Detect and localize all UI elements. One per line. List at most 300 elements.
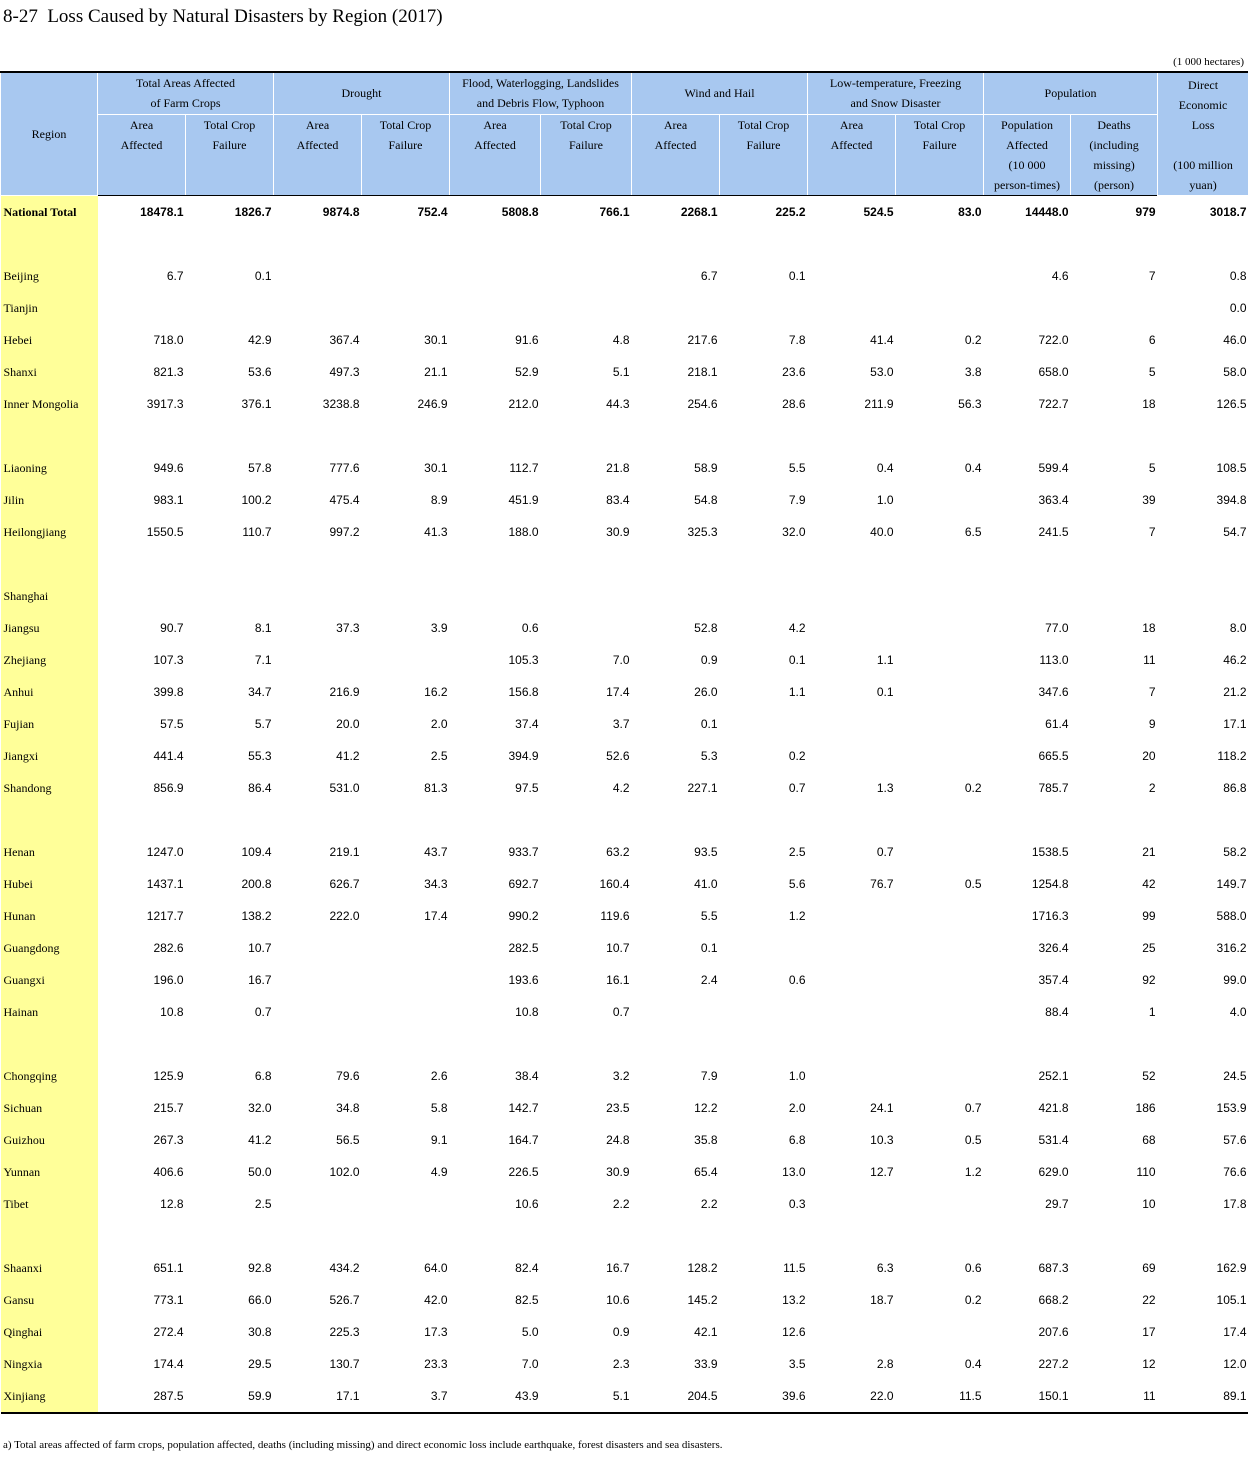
value-cell: 2.4 (700, 973, 718, 987)
value-cell (98, 548, 186, 580)
crop-failure-header: Total Crop Failure (896, 114, 984, 195)
region-cell: Guangxi (1, 964, 98, 996)
value-cell: 18 (1142, 397, 1156, 411)
value-cell (896, 420, 984, 452)
value-cell (896, 836, 984, 868)
table-row (1, 740, 1248, 772)
value-cell: 52.6 (606, 749, 630, 763)
value-cell: 13.2 (782, 1293, 806, 1307)
value-cell: 1826.7 (234, 205, 272, 219)
value-cell: 6.8 (254, 1069, 272, 1083)
value-cell: 531.0 (329, 781, 360, 795)
table-row (1, 388, 1248, 420)
value-cell: 28.6 (782, 397, 806, 411)
value-cell (896, 548, 984, 580)
value-cell: 3.9 (430, 621, 448, 635)
table-row (1, 484, 1248, 516)
value-cell: 57.8 (248, 461, 272, 475)
value-cell: 475.4 (329, 493, 360, 507)
region-cell: Henan (1, 836, 98, 868)
value-cell (274, 644, 362, 676)
value-cell: 1437.1 (146, 877, 184, 891)
value-cell: 207.6 (1038, 1325, 1069, 1339)
value-cell: 282.5 (508, 941, 539, 955)
region-cell: Jiangsu (1, 612, 98, 644)
value-cell: 0.5 (964, 877, 982, 891)
value-cell: 227.2 (1038, 1357, 1069, 1371)
value-cell: 41.4 (870, 333, 894, 347)
value-cell: 4.9 (430, 1165, 448, 1179)
area-affected-header: Area Affected (450, 114, 541, 195)
value-cell (808, 228, 896, 260)
value-cell: 0.0 (1229, 301, 1247, 315)
value-cell (186, 1028, 274, 1060)
value-cell (896, 1060, 984, 1092)
value-cell (274, 1028, 362, 1060)
value-cell (720, 420, 808, 452)
value-cell: 5 (1148, 461, 1156, 475)
value-cell: 110 (1136, 1165, 1156, 1179)
value-cell: 55.3 (248, 749, 272, 763)
value-cell: 6.5 (964, 525, 982, 539)
value-cell: 6 (1148, 333, 1156, 347)
value-cell: 5 (1148, 365, 1156, 379)
value-cell (362, 420, 450, 452)
value-cell: 3018.7 (1209, 205, 1247, 219)
value-cell: 11.5 (896, 1380, 984, 1413)
value-cell: 125.9 (153, 1069, 184, 1083)
value-cell: 99 (1142, 909, 1156, 923)
value-cell (896, 580, 984, 612)
value-cell: 29.7 (1045, 1197, 1069, 1211)
value-cell: 5.1 (612, 365, 630, 379)
value-cell: 0.6 (521, 621, 539, 635)
value-cell: 0.1 (788, 653, 806, 667)
value-cell (186, 1220, 274, 1252)
value-cell: 692.7 (508, 877, 539, 891)
value-cell: 1.1 (876, 653, 894, 667)
crop-failure-header: Total Crop Failure (541, 114, 632, 195)
value-cell (274, 580, 362, 612)
value-cell: 7 (1148, 269, 1156, 283)
value-cell: 0.1 (876, 685, 894, 699)
table-row (1, 452, 1248, 484)
value-cell (274, 228, 362, 260)
value-cell: 1217.7 (146, 909, 184, 923)
region-cell (1, 420, 98, 452)
value-cell: 227.1 (687, 781, 718, 795)
value-cell (632, 1028, 720, 1060)
total-farm-header: Total Areas Affected of Farm Crops (98, 72, 274, 114)
table-row (1, 196, 1248, 229)
value-cell: 24.1 (870, 1101, 894, 1115)
value-cell: 434.2 (329, 1261, 360, 1275)
value-cell: 5.5 (788, 461, 806, 475)
value-cell: 69 (1142, 1261, 1156, 1275)
spacer-row (1, 420, 1248, 452)
value-cell: 37.4 (515, 717, 539, 731)
table-row (1, 1156, 1248, 1188)
value-cell: 107.3 (153, 653, 184, 667)
value-cell: 225.3 (329, 1325, 360, 1339)
region-cell (1, 548, 98, 580)
value-cell (362, 260, 450, 292)
value-cell (896, 1188, 984, 1220)
value-cell: 722.0 (1038, 333, 1069, 347)
value-cell: 7.0 (612, 653, 630, 667)
table-row (1, 1284, 1248, 1316)
value-cell (1071, 1220, 1158, 1252)
value-cell: 21.8 (606, 461, 630, 475)
table-row (1, 1380, 1248, 1413)
value-cell: 3238.8 (322, 397, 360, 411)
value-cell: 10.6 (606, 1293, 630, 1307)
value-cell: 29.5 (248, 1357, 272, 1371)
value-cell (896, 676, 984, 708)
value-cell (632, 1220, 720, 1252)
table-row (1, 1252, 1248, 1284)
value-cell: 145.2 (687, 1293, 718, 1307)
value-cell (541, 1028, 632, 1060)
value-cell: 252.1 (1038, 1069, 1069, 1083)
value-cell: 21 (1142, 845, 1156, 859)
value-cell: 3.5 (788, 1357, 806, 1371)
value-cell: 651.1 (153, 1261, 184, 1275)
value-cell: 0.1 (254, 269, 272, 283)
value-cell: 41.2 (248, 1133, 272, 1147)
value-cell: 10 (1142, 1197, 1156, 1211)
value-cell: 112.7 (509, 461, 539, 475)
value-cell (808, 548, 896, 580)
value-cell: 65.4 (694, 1165, 718, 1179)
value-cell: 34.7 (248, 685, 272, 699)
value-cell: 10.3 (870, 1133, 894, 1147)
value-cell: 997.2 (329, 525, 360, 539)
region-cell: Tianjin (1, 292, 98, 324)
value-cell: 2.5 (254, 1197, 272, 1211)
value-cell: 22 (1142, 1293, 1156, 1307)
region-cell (1, 1220, 98, 1252)
region-cell: Ningxia (1, 1348, 98, 1380)
value-cell: 246.9 (417, 397, 448, 411)
value-cell (274, 548, 362, 580)
value-cell: 216.9 (329, 685, 360, 699)
value-cell: 5.1 (541, 1380, 632, 1413)
value-cell: 33.9 (694, 1357, 718, 1371)
area-affected-header: Area Affected (274, 114, 362, 195)
value-cell: 196.0 (153, 973, 184, 987)
value-cell (984, 1028, 1071, 1060)
value-cell (808, 900, 896, 932)
value-cell: 30.1 (424, 461, 448, 475)
table-row (1, 932, 1248, 964)
value-cell: 3.7 (612, 717, 630, 731)
value-cell (632, 996, 720, 1028)
value-cell (450, 260, 541, 292)
table-row (1, 772, 1248, 804)
value-cell: 44.3 (606, 397, 630, 411)
value-cell (896, 804, 984, 836)
value-cell: 2.0 (788, 1101, 806, 1115)
value-cell: 18 (1142, 621, 1156, 635)
table-row (1, 1092, 1248, 1124)
value-cell: 30.1 (424, 333, 448, 347)
value-cell (1158, 420, 1248, 452)
value-cell: 254.6 (687, 397, 718, 411)
value-cell (274, 420, 362, 452)
value-cell (98, 228, 186, 260)
value-cell: 82.4 (515, 1261, 539, 1275)
value-cell: 0.7 (876, 845, 894, 859)
value-cell: 211.9 (864, 397, 894, 411)
value-cell (808, 1188, 896, 1220)
value-cell: 86.8 (1223, 781, 1247, 795)
value-cell (632, 804, 720, 836)
value-cell: 357.4 (1038, 973, 1069, 987)
value-cell: 68 (1142, 1133, 1156, 1147)
value-cell: 4.6 (1051, 269, 1069, 283)
value-cell: 212.0 (508, 397, 539, 411)
value-cell: 316.2 (1216, 941, 1247, 955)
value-cell (362, 292, 450, 324)
value-cell (274, 964, 362, 996)
value-cell (1158, 228, 1248, 260)
value-cell: 5808.8 (501, 205, 539, 219)
direct-loss-header: Direct Economic Loss (100 million yuan) (1158, 72, 1248, 196)
deaths-header: Deaths (including missing) (person) (1071, 114, 1158, 195)
value-cell (1158, 1220, 1248, 1252)
value-cell: 0.4 (964, 461, 982, 475)
value-cell: 23.3 (424, 1357, 448, 1371)
value-cell (896, 644, 984, 676)
value-cell: 42.0 (424, 1293, 448, 1307)
value-cell (186, 548, 274, 580)
value-cell: 287.5 (98, 1380, 186, 1413)
value-cell: 0.3 (788, 1197, 806, 1211)
value-cell: 17.8 (1223, 1197, 1247, 1211)
value-cell: 30.9 (606, 1165, 630, 1179)
value-cell (274, 260, 362, 292)
value-cell: 10.6 (515, 1197, 539, 1211)
value-cell: 17 (1142, 1325, 1156, 1339)
value-cell: 1550.5 (146, 525, 184, 539)
value-cell: 421.8 (1038, 1101, 1069, 1115)
value-cell: 21.1 (424, 365, 448, 379)
value-cell: 367.4 (329, 333, 360, 347)
value-cell: 4.2 (788, 621, 806, 635)
value-cell: 10.8 (160, 1005, 184, 1019)
value-cell: 766.1 (599, 205, 630, 219)
population-affected-header: Population Affected (10 000 person-times) (984, 114, 1071, 195)
value-cell (541, 580, 632, 612)
value-cell: 59.9 (186, 1380, 274, 1413)
value-cell: 12 (1142, 1357, 1156, 1371)
region-cell: Heilongjiang (1, 516, 98, 548)
value-cell (896, 964, 984, 996)
value-cell (896, 260, 984, 292)
value-cell (541, 260, 632, 292)
spacer-row (1, 1028, 1248, 1060)
value-cell: 821.3 (153, 365, 184, 379)
value-cell (720, 292, 808, 324)
table-row (1, 516, 1248, 548)
value-cell (984, 292, 1071, 324)
value-cell: 665.5 (1038, 749, 1069, 763)
value-cell (1158, 580, 1248, 612)
value-cell: 23.6 (782, 365, 806, 379)
value-cell: 99.0 (1223, 973, 1247, 987)
value-cell: 4.2 (612, 781, 630, 795)
region-cell: Chongqing (1, 1060, 98, 1092)
value-cell: 629.0 (1038, 1165, 1069, 1179)
value-cell: 2.2 (612, 1197, 630, 1211)
value-cell: 63.2 (606, 845, 630, 859)
region-cell: Sichuan (1, 1092, 98, 1124)
value-cell (984, 420, 1071, 452)
region-cell: Jilin (1, 484, 98, 516)
value-cell: 18478.1 (140, 205, 184, 219)
value-cell: 83.0 (958, 205, 982, 219)
value-cell: 34.3 (424, 877, 448, 891)
value-cell: 215.7 (153, 1101, 184, 1115)
low-temp-header: Low-temperature, Freezing and Snow Disaster (808, 72, 984, 114)
value-cell: 599.4 (1038, 461, 1069, 475)
region-cell: Yunnan (1, 1156, 98, 1188)
spacer-row (1, 804, 1248, 836)
value-cell: 204.5 (632, 1380, 720, 1413)
value-cell (720, 548, 808, 580)
value-cell: 18.7 (870, 1293, 894, 1307)
disaster-loss-table (0, 71, 1248, 1414)
value-cell: 219.1 (329, 845, 360, 859)
value-cell: 110.7 (242, 525, 272, 539)
value-cell: 451.9 (508, 493, 539, 507)
value-cell (632, 420, 720, 452)
value-cell: 658.0 (1038, 365, 1069, 379)
table-row (1, 900, 1248, 932)
value-cell: 2.3 (612, 1357, 630, 1371)
value-cell: 82.5 (515, 1293, 539, 1307)
table-row (1, 1124, 1248, 1156)
area-affected-header: Area Affected (632, 114, 720, 195)
value-cell: 0.5 (964, 1133, 982, 1147)
value-cell: 10.7 (248, 941, 272, 955)
value-cell: 11 (1143, 653, 1156, 667)
value-cell: 1247.0 (146, 845, 184, 859)
value-cell: 626.7 (329, 877, 360, 891)
value-cell: 128.2 (687, 1261, 718, 1275)
value-cell (274, 804, 362, 836)
value-cell: 76.6 (1223, 1165, 1247, 1179)
value-cell (896, 1220, 984, 1252)
value-cell: 174.4 (153, 1357, 184, 1371)
table-row (1, 964, 1248, 996)
value-cell: 113.0 (1039, 653, 1069, 667)
value-cell: 118.2 (1217, 749, 1247, 763)
value-cell: 752.4 (417, 205, 448, 219)
value-cell (1071, 548, 1158, 580)
area-affected-header: Area Affected (98, 114, 186, 195)
region-cell: Hebei (1, 324, 98, 356)
value-cell: 50.0 (248, 1165, 272, 1179)
value-cell: 8.1 (254, 621, 272, 635)
value-cell (541, 228, 632, 260)
value-cell (362, 1220, 450, 1252)
value-cell: 138.2 (241, 909, 272, 923)
crop-failure-header: Total Crop Failure (362, 114, 450, 195)
value-cell: 41.3 (424, 525, 448, 539)
value-cell: 13.0 (782, 1165, 806, 1179)
value-cell (541, 292, 632, 324)
value-cell: 186 (1135, 1101, 1156, 1115)
value-cell: 0.7 (964, 1101, 982, 1115)
value-cell: 3917.3 (146, 397, 184, 411)
value-cell: 58.0 (1223, 365, 1247, 379)
value-cell: 160.4 (599, 877, 630, 891)
value-cell (720, 932, 808, 964)
value-cell: 66.0 (248, 1293, 272, 1307)
value-cell (984, 580, 1071, 612)
value-cell (274, 292, 362, 324)
value-cell: 6.7 (166, 269, 184, 283)
value-cell: 1.0 (876, 493, 894, 507)
value-cell (186, 580, 274, 612)
value-cell: 52.8 (694, 621, 718, 635)
value-cell: 7 (1148, 525, 1156, 539)
value-cell: 57.5 (160, 717, 184, 731)
value-cell: 979 (1135, 205, 1156, 219)
table-row (1, 708, 1248, 740)
value-cell: 43.9 (450, 1380, 541, 1413)
value-cell (362, 1028, 450, 1060)
value-cell: 153.9 (1216, 1101, 1247, 1115)
value-cell: 12.2 (694, 1101, 718, 1115)
value-cell (450, 228, 541, 260)
value-cell (808, 612, 896, 644)
value-cell: 10.8 (515, 1005, 539, 1019)
value-cell (632, 548, 720, 580)
value-cell: 58.2 (1223, 845, 1247, 859)
value-cell (274, 1188, 362, 1220)
value-cell: 7.8 (788, 333, 806, 347)
region-cell: Zhejiang (1, 644, 98, 676)
value-cell: 0.2 (788, 749, 806, 763)
value-cell: 64.0 (424, 1261, 448, 1275)
value-cell: 2.2 (700, 1197, 718, 1211)
value-cell: 7.9 (788, 493, 806, 507)
region-cell: Shanghai (1, 580, 98, 612)
value-cell (1071, 228, 1158, 260)
crop-failure-header: Total Crop Failure (186, 114, 274, 195)
value-cell: 90.7 (160, 621, 184, 635)
value-cell: 32.0 (248, 1101, 272, 1115)
value-cell: 16.1 (606, 973, 630, 987)
value-cell: 17.1 (274, 1380, 362, 1413)
value-cell: 21.2 (1223, 685, 1247, 699)
value-cell (186, 420, 274, 452)
spacer-row (1, 1220, 1248, 1252)
value-cell: 30.9 (606, 525, 630, 539)
value-cell: 1716.3 (1031, 909, 1069, 923)
value-cell (98, 292, 186, 324)
value-cell: 53.6 (248, 365, 272, 379)
value-cell: 856.9 (153, 781, 184, 795)
value-cell: 718.0 (153, 333, 184, 347)
value-cell: 0.2 (964, 1293, 982, 1307)
value-cell: 0.4 (964, 1357, 982, 1371)
value-cell (98, 1220, 186, 1252)
value-cell: 6.8 (788, 1133, 806, 1147)
